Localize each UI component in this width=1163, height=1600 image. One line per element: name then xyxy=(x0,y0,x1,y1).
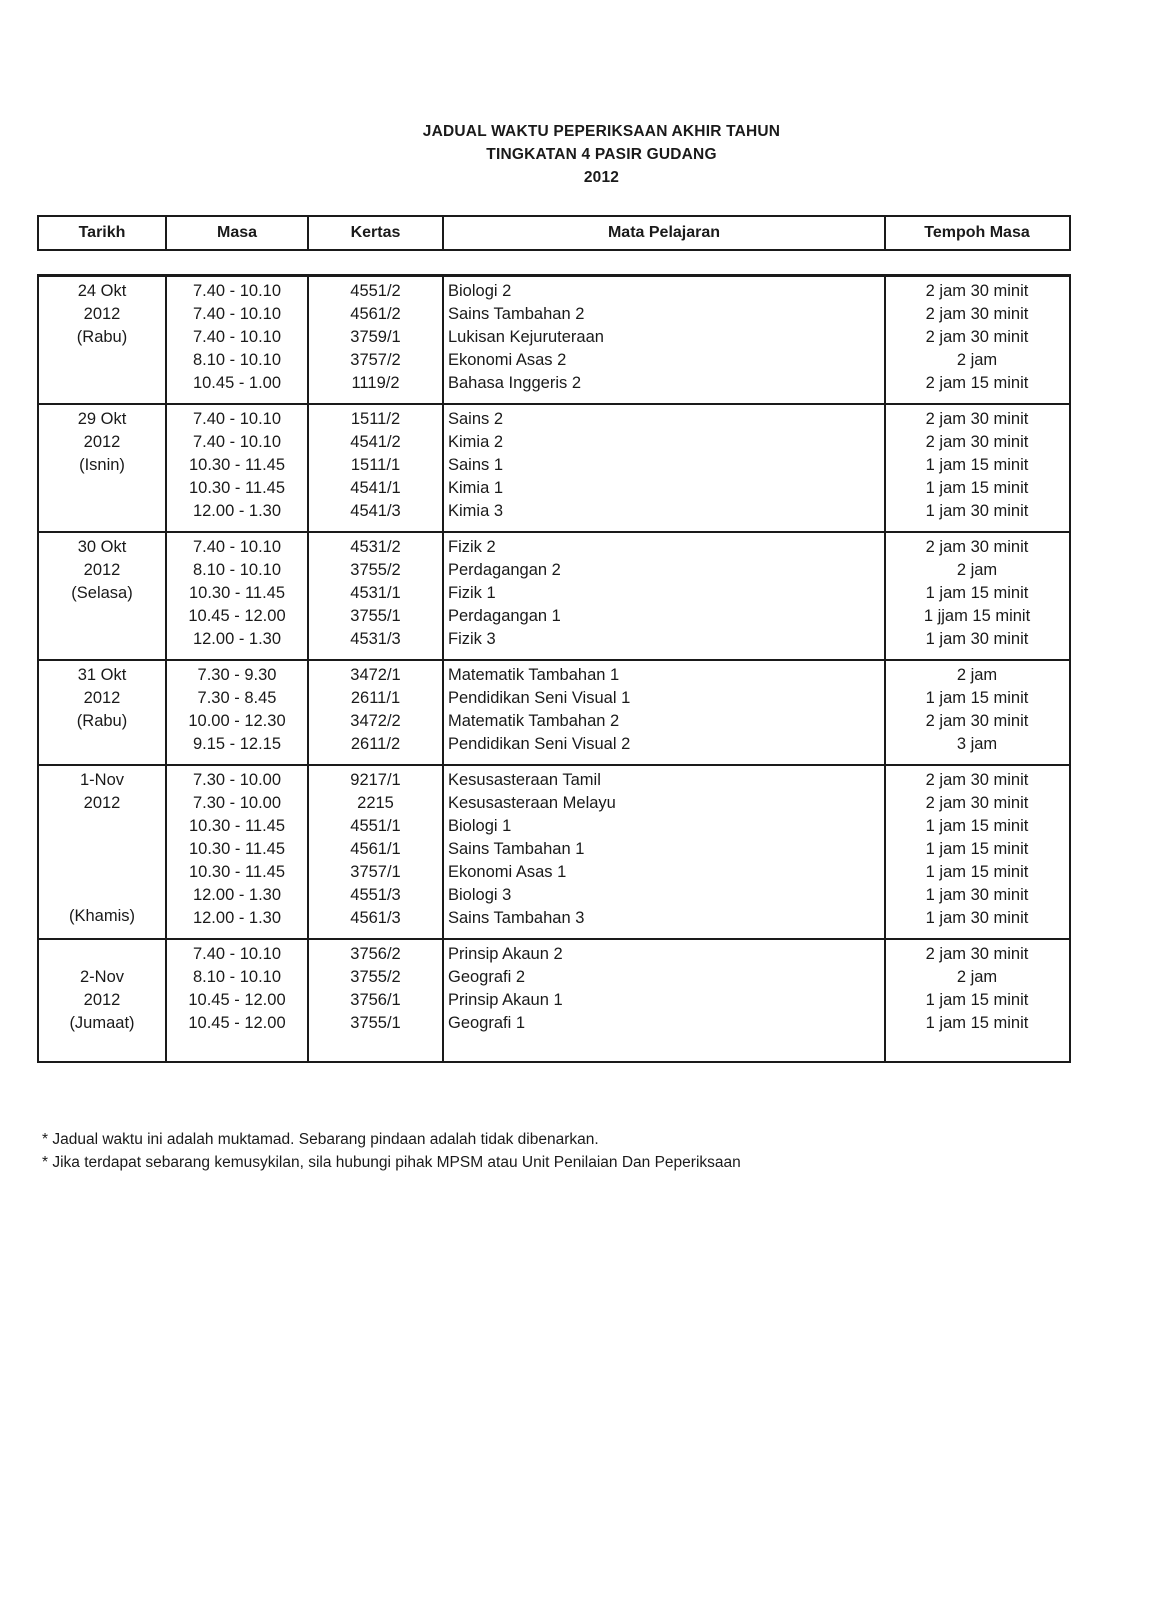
tempoh-column xyxy=(886,766,1068,938)
tempoh-cell: 2 jam xyxy=(956,561,998,579)
subject-cell: Geografi 2 xyxy=(448,968,526,986)
kertas-cell: 4541/1 xyxy=(350,479,401,497)
kertas-cell: 1119/2 xyxy=(351,374,400,392)
subjek-column xyxy=(444,661,886,764)
title-line-2: TINGKATAN 4 PASIR GUDANG xyxy=(486,146,717,163)
tempoh-cell: 2 jam 30 minit xyxy=(925,945,1029,963)
masa-cell: 7.40 - 10.10 xyxy=(192,538,282,556)
kertas-cell: 4561/3 xyxy=(350,909,401,927)
tempoh-cell: 2 jam 15 minit xyxy=(925,374,1029,392)
subject-cell: Sains Tambahan 3 xyxy=(448,909,585,927)
masa-column xyxy=(167,277,309,403)
note-2: * Jika terdapat sebarang kemusykilan, sila hubungi pihak MPSM atau Unit Penilaian Dan Peperiksaan xyxy=(42,1154,741,1171)
masa-cell: 12.00 - 1.30 xyxy=(192,886,282,904)
masa-cell: 7.40 - 10.10 xyxy=(192,305,282,323)
date-day: 24 Okt xyxy=(77,282,127,300)
tempoh-cell: 2 jam 30 minit xyxy=(925,282,1029,300)
kertas-cell: 1511/2 xyxy=(350,410,401,428)
date-weekday: (Isnin) xyxy=(79,456,125,474)
kertas-cell: 3472/1 xyxy=(350,666,401,684)
tempoh-column xyxy=(886,940,1068,1061)
kertas-column xyxy=(309,766,444,938)
date-year: 2012 xyxy=(83,433,121,451)
masa-cell: 8.10 - 10.10 xyxy=(192,561,282,579)
tempoh-cell: 1 jam 15 minit xyxy=(925,584,1029,602)
kertas-cell: 2215 xyxy=(357,794,394,812)
masa-cell: 10.30 - 11.45 xyxy=(188,863,286,881)
subjek-column xyxy=(444,277,886,403)
subject-cell: Kesusasteraan Melayu xyxy=(448,794,616,812)
subject-cell: Pendidikan Seni Visual 2 xyxy=(448,735,631,753)
subject-cell: Sains 2 xyxy=(448,410,504,428)
header-kertas: Kertas xyxy=(309,217,444,249)
tempoh-cell: 1 jam 15 minit xyxy=(925,456,1029,474)
subject-cell: Kimia 3 xyxy=(448,502,504,520)
masa-cell: 10.45 - 12.00 xyxy=(188,607,286,625)
kertas-cell: 3757/1 xyxy=(350,863,401,881)
subject-cell: Perdagangan 2 xyxy=(448,561,561,579)
date-cell xyxy=(39,766,167,938)
kertas-cell: 1511/1 xyxy=(350,456,401,474)
masa-cell: 10.45 - 1.00 xyxy=(192,374,282,392)
date-day: 31 Okt xyxy=(77,666,127,684)
tempoh-cell: 1 jam 15 minit xyxy=(925,840,1029,858)
masa-cell: 7.40 - 10.10 xyxy=(192,410,282,428)
tempoh-cell: 2 jam 30 minit xyxy=(925,410,1029,428)
subject-cell: Biologi 3 xyxy=(448,886,512,904)
tempoh-cell: 2 jam 30 minit xyxy=(925,328,1029,346)
masa-cell: 10.45 - 12.00 xyxy=(188,991,286,1009)
date-cell xyxy=(39,661,167,764)
date-day: 30 Okt xyxy=(77,538,127,556)
subject-cell: Ekonomi Asas 1 xyxy=(448,863,567,881)
kertas-cell: 3755/2 xyxy=(350,968,401,986)
tempoh-cell: 1 jam 30 minit xyxy=(925,630,1029,648)
kertas-cell: 4531/1 xyxy=(350,584,401,602)
kertas-cell: 4551/1 xyxy=(350,817,401,835)
tempoh-cell: 1 jam 15 minit xyxy=(925,863,1029,881)
date-day: 2-Nov xyxy=(79,968,124,986)
kertas-cell: 9217/1 xyxy=(350,771,401,789)
subject-cell: Sains 1 xyxy=(448,456,504,474)
date-day: 1-Nov xyxy=(79,771,124,789)
subject-cell: Biologi 2 xyxy=(448,282,512,300)
kertas-cell: 3755/2 xyxy=(350,561,401,579)
masa-cell: 7.40 - 10.10 xyxy=(192,433,282,451)
date-year: 2012 xyxy=(83,689,121,707)
masa-cell: 10.00 - 12.30 xyxy=(188,712,286,730)
date-cell xyxy=(39,405,167,531)
notes xyxy=(42,1128,741,1174)
date-cell xyxy=(39,940,167,1061)
date-group xyxy=(39,940,1069,1061)
date-group xyxy=(39,405,1069,533)
date-weekday: (Jumaat) xyxy=(69,1014,135,1032)
subject-cell: Prinsip Akaun 1 xyxy=(448,991,563,1009)
header-mata-pelajaran: Mata Pelajaran xyxy=(444,217,886,249)
masa-cell: 12.00 - 1.30 xyxy=(192,909,282,927)
date-year: 2012 xyxy=(83,561,121,579)
subject-cell: Fizik 3 xyxy=(448,630,496,648)
subject-cell: Sains Tambahan 1 xyxy=(448,840,585,858)
masa-cell: 10.30 - 11.45 xyxy=(188,456,286,474)
date-group xyxy=(39,766,1069,940)
title-line-3: 2012 xyxy=(583,169,620,186)
tempoh-cell: 2 jam xyxy=(956,968,998,986)
date-cell xyxy=(39,533,167,659)
subject-cell: Lukisan Kejuruteraan xyxy=(448,328,604,346)
title-line-1: JADUAL WAKTU PEPERIKSAAN AKHIR TAHUN xyxy=(422,123,781,140)
tempoh-column xyxy=(886,533,1068,659)
kertas-cell: 3759/1 xyxy=(350,328,401,346)
date-year: 2012 xyxy=(83,305,121,323)
header-tempoh-masa: Tempoh Masa xyxy=(924,224,1030,241)
date-year: 2012 xyxy=(83,991,121,1009)
masa-cell: 7.30 - 8.45 xyxy=(197,689,277,707)
tempoh-cell: 1 jam 15 minit xyxy=(925,689,1029,707)
date-group xyxy=(39,661,1069,766)
masa-column xyxy=(167,766,309,938)
subject-cell: Kimia 1 xyxy=(448,479,504,497)
masa-column xyxy=(167,533,309,659)
masa-cell: 10.45 - 12.00 xyxy=(188,1014,286,1032)
masa-cell: 10.30 - 11.45 xyxy=(188,840,286,858)
kertas-cell: 4561/2 xyxy=(350,305,401,323)
subject-cell: Bahasa Inggeris 2 xyxy=(448,374,582,392)
subjek-column xyxy=(444,533,886,659)
kertas-cell: 3755/1 xyxy=(350,1014,401,1032)
subject-cell: Geografi 1 xyxy=(448,1014,526,1032)
masa-cell: 7.40 - 10.10 xyxy=(192,282,282,300)
kertas-cell: 2611/2 xyxy=(350,735,401,753)
subject-cell: Matematik Tambahan 1 xyxy=(448,666,620,684)
masa-cell: 10.30 - 11.45 xyxy=(188,479,286,497)
table-header xyxy=(37,215,1071,251)
kertas-cell: 3756/1 xyxy=(350,991,401,1009)
subject-cell: Kesusasteraan Tamil xyxy=(448,771,601,789)
masa-cell: 7.40 - 10.10 xyxy=(192,328,282,346)
subjek-column xyxy=(444,405,886,531)
masa-cell: 7.30 - 10.00 xyxy=(192,771,282,789)
kertas-cell: 4531/3 xyxy=(350,630,401,648)
subject-cell: Prinsip Akaun 2 xyxy=(448,945,563,963)
tempoh-cell: 2 jam 30 minit xyxy=(925,771,1029,789)
masa-cell: 12.00 - 1.30 xyxy=(192,502,282,520)
kertas-cell: 4561/1 xyxy=(350,840,401,858)
tempoh-column xyxy=(886,277,1068,403)
kertas-cell: 3756/2 xyxy=(350,945,401,963)
tempoh-cell: 2 jam xyxy=(956,351,998,369)
masa-cell: 10.30 - 11.45 xyxy=(188,817,286,835)
masa-column xyxy=(167,661,309,764)
header-masa: Masa xyxy=(167,217,309,249)
date-year: 2012 xyxy=(83,794,121,812)
subject-cell: Pendidikan Seni Visual 1 xyxy=(448,689,631,707)
kertas-cell: 3755/1 xyxy=(350,607,401,625)
masa-cell: 12.00 - 1.30 xyxy=(192,630,282,648)
date-weekday: (Rabu) xyxy=(76,328,128,346)
kertas-cell: 4551/2 xyxy=(350,282,401,300)
subjek-column xyxy=(444,766,886,938)
note-1: * Jadual waktu ini adalah muktamad. Sebarang pindaan adalah tidak dibenarkan. xyxy=(42,1131,599,1148)
tempoh-cell: 1 jam 15 minit xyxy=(925,479,1029,497)
kertas-column xyxy=(309,533,444,659)
tempoh-column xyxy=(886,661,1068,764)
kertas-column xyxy=(309,661,444,764)
tempoh-cell: 2 jam xyxy=(956,666,998,684)
tempoh-cell: 1 jjam 15 minit xyxy=(923,607,1031,625)
date-day: 29 Okt xyxy=(77,410,127,428)
header-tarikh: Tarikh xyxy=(39,217,167,249)
masa-column xyxy=(167,405,309,531)
date-cell xyxy=(39,277,167,403)
kertas-cell: 3472/2 xyxy=(350,712,401,730)
masa-cell: 10.30 - 11.45 xyxy=(188,584,286,602)
kertas-cell: 2611/1 xyxy=(350,689,401,707)
document-title xyxy=(0,120,1163,189)
tempoh-cell: 1 jam 30 minit xyxy=(925,886,1029,904)
kertas-column xyxy=(309,405,444,531)
subject-cell: Fizik 2 xyxy=(448,538,496,556)
tempoh-cell: 2 jam 30 minit xyxy=(925,538,1029,556)
subject-cell: Biologi 1 xyxy=(448,817,512,835)
masa-cell: 8.10 - 10.10 xyxy=(192,351,282,369)
date-weekday: (Rabu) xyxy=(76,712,128,730)
subject-cell: Kimia 2 xyxy=(448,433,504,451)
masa-cell: 7.40 - 10.10 xyxy=(192,945,282,963)
tempoh-cell: 1 jam 15 minit xyxy=(925,817,1029,835)
tempoh-cell: 1 jam 15 minit xyxy=(925,1014,1029,1032)
tempoh-column xyxy=(886,405,1068,531)
tempoh-cell: 3 jam xyxy=(956,735,998,753)
tempoh-cell: 1 jam 15 minit xyxy=(925,991,1029,1009)
tempoh-cell: 2 jam 30 minit xyxy=(925,433,1029,451)
tempoh-cell: 2 jam 30 minit xyxy=(925,305,1029,323)
kertas-cell: 4541/3 xyxy=(350,502,401,520)
subject-cell: Ekonomi Asas 2 xyxy=(448,351,567,369)
kertas-column xyxy=(309,277,444,403)
kertas-cell: 3757/2 xyxy=(350,351,401,369)
kertas-cell: 4551/3 xyxy=(350,886,401,904)
date-group xyxy=(39,533,1069,661)
masa-cell: 9.15 - 12.15 xyxy=(192,735,282,753)
kertas-cell: 4531/2 xyxy=(350,538,401,556)
masa-cell: 7.30 - 9.30 xyxy=(197,666,277,684)
date-weekday: (Selasa) xyxy=(71,584,133,602)
kertas-column xyxy=(309,940,444,1061)
masa-cell: 8.10 - 10.10 xyxy=(192,968,282,986)
subjek-column xyxy=(444,940,886,1061)
tempoh-cell: 1 jam 30 minit xyxy=(925,909,1029,927)
exam-timetable xyxy=(37,274,1071,1063)
subject-cell: Perdagangan 1 xyxy=(448,607,561,625)
masa-cell: 7.30 - 10.00 xyxy=(192,794,282,812)
subject-cell: Matematik Tambahan 2 xyxy=(448,712,620,730)
date-weekday: (Khamis) xyxy=(68,907,135,925)
date-group xyxy=(39,277,1069,405)
masa-column xyxy=(167,940,309,1061)
tempoh-cell: 2 jam 30 minit xyxy=(925,794,1029,812)
kertas-cell: 4541/2 xyxy=(350,433,401,451)
tempoh-cell: 2 jam 30 minit xyxy=(925,712,1029,730)
subject-cell: Fizik 1 xyxy=(448,584,496,602)
subject-cell: Sains Tambahan 2 xyxy=(448,305,585,323)
tempoh-cell: 1 jam 30 minit xyxy=(925,502,1029,520)
